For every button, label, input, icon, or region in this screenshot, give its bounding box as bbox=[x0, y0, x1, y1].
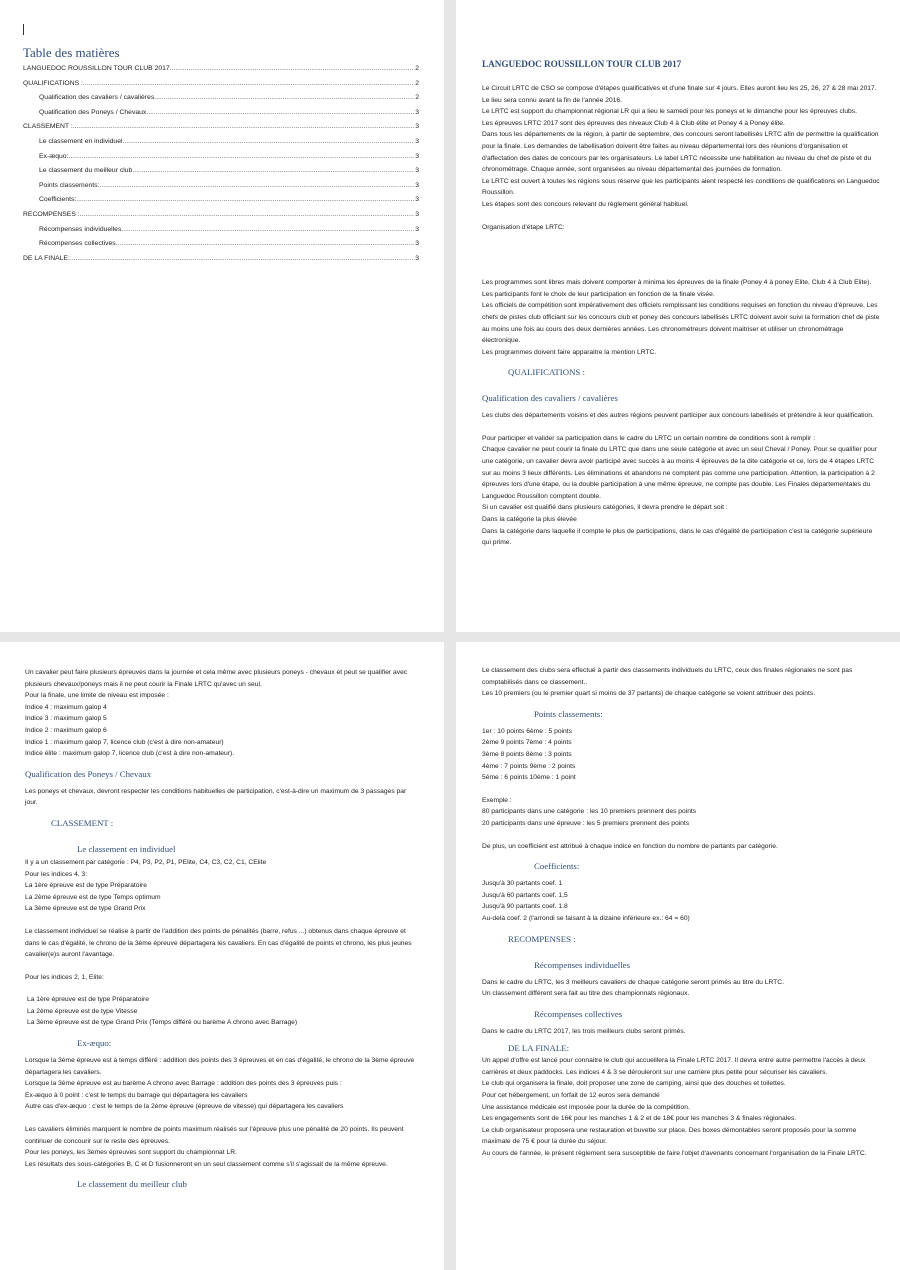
page-1 bbox=[0, 0, 444, 632]
paragraph: Les épreuves LRTC 2017 sont des épreuves des niveaux Club 4 à Club élite et Poney 4 à Poney élite. bbox=[482, 119, 785, 127]
list-item: La 2ème épreuve est de type Temps optimum bbox=[25, 893, 161, 901]
list-item: La 1ère épreuve est de type Préparatoire bbox=[27, 996, 149, 1004]
paragraph: Dans la catégorie la plus élevée bbox=[482, 516, 577, 524]
subsection-heading: Coefficients: bbox=[534, 861, 580, 872]
subsection-heading: Points classements: bbox=[534, 708, 603, 719]
paragraph: Pour cet hébergement, un forfait de 12 euros sera demandé bbox=[482, 1092, 660, 1100]
paragraph: Les clubs des départements voisins et des autres régions peuvent participer aux concours labellisés et prétendre à leur qualification. bbox=[482, 412, 874, 420]
paragraph: Autre cas d'ex-æquo : c'est le temps de la 2ème épreuve (épreuve de vitesse) qui départagera les cavaliers bbox=[25, 1103, 344, 1111]
list-item: 4ème : 7 points 9ème : 2 points bbox=[482, 762, 576, 770]
paragraph: Les poneys et chevaux, devront respecter les conditions habituelles de participation, c'est-à-dire un maximum de 3 passages par jour. bbox=[25, 787, 407, 807]
toc-entry[interactable]: Coefficients: ..... 3 bbox=[23, 193, 419, 208]
toc-entry[interactable]: CLASSEMENT : ..... 3 bbox=[23, 120, 419, 135]
page-4 bbox=[456, 642, 900, 1270]
subsection-heading: Qualification des cavaliers / cavalières bbox=[482, 393, 618, 404]
paragraph: Pour les poneys, les 3èmes épreuves sont support du championnat LR. bbox=[25, 1149, 237, 1157]
paragraph: Un classement différent sera fait au titre des championnats régionaux. bbox=[482, 990, 690, 998]
text-cursor bbox=[23, 24, 24, 35]
toc-entry[interactable]: DE LA FINALE: ..... 3 bbox=[23, 252, 419, 267]
paragraph: Les 10 premiers (ou le premier quart si moins de 37 partants) de chaque catégorie se voient attribuer des points. bbox=[482, 690, 816, 698]
paragraph: Le LRTC est support du championnat régional LR qui a lieu le samedi pour les poneys et le dimanche pour les épreuves clubs. bbox=[482, 108, 857, 116]
list-item: Indice 2 : maximum galop 6 bbox=[25, 726, 107, 734]
paragraph: Le classement des clubs sera effectué à partir des classements individuels du LRTC, ceux des finales régionales ne sont pas comptabilisés dans ce classement.. bbox=[482, 667, 853, 686]
paragraph: Dans la catégorie dans laquelle il compte le plus de participations, dans le cas d'égalité de participation c'est la catégorie supérieure qui prime. bbox=[482, 527, 873, 547]
list-item: Jusqu'à 90 partants coef. 1.8 bbox=[482, 903, 568, 911]
paragraph: Une assistance médicale est imposée pour la durée de la compétition. bbox=[482, 1103, 690, 1111]
section-heading: DE LA FINALE: bbox=[508, 1043, 570, 1054]
paragraph: Les étapes sont des concours relevant du règlement général habituel. bbox=[482, 200, 689, 208]
toc-entry[interactable]: Ex-æquo: ..... 3 bbox=[23, 150, 419, 165]
paragraph: Les officiels de compétition sont impérativement des officiels remplissant les conditions requises en fonction du niveau d'épreuve. Les chefs de pistes club officiant sur les concours club et poney des concours labellisés LRTC doivent avoir suivi la formation chef de piste au moins une fois au cours des deux dernières années. Les chronométreurs doivent maitriser et utiliser un chronométrage électronique. bbox=[482, 302, 880, 345]
paragraph: Les programmes sont libres mais doivent comporter à minima les épreuves de la finale (Poney 4 à poney Elite, Club 4 à Club Elite). Les participants font le choix de leur participation en fonction de la finale visée. bbox=[482, 279, 872, 298]
list-item: Indice 4 : maximum galop 4 bbox=[25, 703, 107, 711]
page-3 bbox=[0, 642, 444, 1270]
page-2 bbox=[456, 0, 900, 632]
list-item: Jusqu'à 60 partants coef. 1,5 bbox=[482, 891, 568, 899]
paragraph: Le LRTC est ouvert à toutes les régions sous réserve que les participants aient respecté les conditions de qualifications en Languedoc Roussillon. bbox=[482, 177, 880, 197]
toc-entry[interactable]: Le classement en individuel ..... 3 bbox=[23, 135, 419, 150]
paragraph: Si un cavalier est qualifié dans plusieurs catégories, il devra prendre le départ soit : bbox=[482, 504, 728, 512]
paragraph: Le Circuit LRTC de CSO se compose d'étapes qualificatives et d'une finale sur 4 jours. Elles auront lieu les 25, 26, 27 & 28 mai 2017. Le lieu sera connu avant la fin de l'année 2016. bbox=[482, 85, 877, 104]
list-item: Indice 3 : maximum galop 5 bbox=[25, 715, 107, 723]
paragraph: Le classement individuel se réalise à partir de l'addition des points de pénalités (barre, refus ...) obtenus dans chaque épreuve et dans le cas d'égalité, le chrono de la 3ème épreuve départagera les cavaliers. En cas d'égalité de points et chrono, les plus jeunes cavalier(e)s auront l'avantage. bbox=[25, 927, 412, 959]
paragraph: 80 participants dans une catégorie : les 10 premiers prennent des points bbox=[482, 808, 697, 816]
list-item: La 2ème épreuve est de type Vitesse bbox=[27, 1007, 138, 1015]
paragraph: Dans tous les départements de la région, à partir de septembre, des concours seront labellisés LRTC afin de permettre la qualification pour la finale. Les demandes de labellisation doivent être faites au niveau départemental lors des réunions d'organisation et d'affectation des dates de concours par les organisateurs. Le label LRTC nécessite une habilitation au niveau du chef de piste et du chronométrage. Chaque année, sont organisées au niveau départemental des journées de formation. bbox=[482, 131, 879, 174]
paragraph: Les résultats des sous-catégories B, C et D fusionneront en un seul classement comme s'il s'agissait de la même épreuve. bbox=[25, 1160, 388, 1168]
toc-title: Table des matières bbox=[23, 45, 120, 60]
list-item: La 1ère épreuve est de type Préparatoire bbox=[25, 882, 147, 890]
toc-entry[interactable]: Le classement du meilleur club ..... 3 bbox=[23, 164, 419, 179]
paragraph: Lorsque la 3ème épreuve est au barème A chrono avec Barrage : addition des points des 3 épreuves puis : bbox=[25, 1080, 342, 1088]
paragraph: Lorsque la 3ème épreuve est à temps différé : addition des points des 3 épreuves et en cas d'égalité, le chrono de la 3ème épreuve départagera les cavaliers. bbox=[25, 1057, 415, 1076]
toc-entry[interactable]: Qualification des Poneys / Chevaux ..... 3 bbox=[23, 106, 419, 121]
toc-entry[interactable]: LANGUEDOC ROUSSILLON TOUR CLUB 2017 ..... 2 bbox=[23, 62, 419, 77]
toc-list bbox=[23, 62, 419, 266]
toc-entry[interactable]: Récompenses individuelles ..... 3 bbox=[23, 223, 419, 238]
paragraph: Organisation d'étape LRTC: bbox=[482, 223, 565, 231]
list-item: Jusqu'à 30 partants coef. 1 bbox=[482, 880, 563, 888]
section-heading: QUALIFICATIONS : bbox=[508, 367, 585, 378]
paragraph: Dans le cadre du LRTC, les 3 meilleurs cavaliers de chaque catégorie seront primés au titre du LRTC. bbox=[482, 978, 784, 986]
toc-entry[interactable]: Récompenses collectives ..... 3 bbox=[23, 237, 419, 252]
subsection-heading: Qualification des Poneys / Chevaux bbox=[25, 768, 152, 779]
paragraph: Pour la finale, une limite de niveau est imposée : bbox=[25, 692, 169, 700]
subsection-heading: Le classement du meilleur club bbox=[77, 1179, 187, 1190]
paragraph: Le club organisateur proposera une restauration et buvette sur place. Des boxes démontables seront proposés pour la somme maximale de 75 € pour la durée du séjour. bbox=[482, 1126, 857, 1146]
toc-entry[interactable]: Qualification des cavaliers / cavalières ..... 2 bbox=[23, 91, 419, 106]
paragraph: 20 participants dans une épreuve : les 5 premiers prennent des points bbox=[482, 819, 690, 827]
paragraph: De plus, un coefficient est attribué à chaque indice en fonction du nombre de partants par catégorie. bbox=[482, 842, 778, 850]
paragraph: Un appel d'offre est lancé pour connaitre le club qui accueillera la Finale LRTC 2017. Il devra entre autre permettre l'accès à deux carrières et deux paddocks. Les indices 4 & 3 se dérouleront sur une carrière plus petite pour sécuriser les cavaliers. bbox=[482, 1057, 866, 1076]
paragraph: Dans le cadre du LRTC 2017, les trois meilleurs clubs seront primés. bbox=[482, 1027, 686, 1035]
paragraph: Un cavalier peut faire plusieurs épreuves dans la journée et cela même avec plusieurs poneys - chevaux et peut se qualifier avec plusieurs chevaux/poneys mais il ne peut courir la Finale LRTC qu'avec un seul. bbox=[25, 669, 408, 688]
list-item: 3ème 8 points 8ème : 3 points bbox=[482, 750, 572, 758]
list-item: Au-delà coef. 2 (l'arrondi se faisant à la dizaine inférieure ex.: 64 = 60) bbox=[482, 914, 690, 922]
list-item: Indice 1 : maximum galop 7, licence club (c'est à dire non-amateur) bbox=[25, 738, 224, 746]
list-item: 5ème : 6 points 10ème : 1 point bbox=[482, 774, 576, 782]
paragraph: Il y a un classement par catégorie : P4, P3, P2, P1, PElite, C4, C3, C2, C1, CElite bbox=[25, 858, 267, 866]
subsection-heading: Récompenses individuelles bbox=[534, 959, 631, 970]
list-item: La 3ème épreuve est de type Grand Prix bbox=[25, 905, 146, 913]
section-heading: CLASSEMENT : bbox=[51, 817, 114, 828]
page-2-body bbox=[482, 54, 880, 549]
list-item: Indice élite : maximum galop 7, licence club (c'est à dire non-amateur). bbox=[25, 750, 235, 758]
toc-entry[interactable]: RECOMPENSES : ..... 3 bbox=[23, 208, 419, 223]
paragraph: Les programmes doivent faire apparaitre la mention LRTC. bbox=[482, 348, 657, 356]
paragraph: Pour participer et valider sa participation dans le cadre du LRTC un certain nombre de conditions sont à remplir : bbox=[482, 434, 815, 442]
paragraph: Les engagements sont de 16€ pour les manches 1 & 2 et de 18€ pour les manches 3 & finales régionales. bbox=[482, 1115, 797, 1123]
toc-entry[interactable]: QUALIFICATIONS : ..... 2 bbox=[23, 77, 419, 92]
paragraph: Au cours de l'année, le présent règlement sera susceptible de faire l'objet d'avenants concernant l'organisation de la Finale LRTC. bbox=[482, 1150, 867, 1158]
paragraph: Exemple : bbox=[482, 796, 512, 804]
paragraph: Le club qui organisera la finale, doit proposer une zone de camping, ainsi que des douches et toilettes. bbox=[482, 1080, 786, 1088]
paragraph: Chaque cavalier ne peut courir la finale du LRTC que dans une seule catégorie et avec un seul Cheval / Poney. Pour se qualifier pour une catégorie, un cavalier devra avoir participé avec succès à au moins 4 épreuves de la dite catégorie et ce, lors de 4 étapes LRTC sur au moins 3 lieux différents. Les éliminations et abandons ne comptent pas comme une participation. Attention, la participation à 2 épreuves lors d'une étape, ou la double participation à une même épreuve, ne compte pas double. Les Finales départementales du Languedoc Roussillon comptent double. bbox=[482, 446, 877, 500]
toc-entry[interactable]: Points classements: ..... 3 bbox=[23, 179, 419, 194]
page-3-body bbox=[25, 667, 417, 1196]
subsection-heading: Le classement en individuel bbox=[77, 843, 176, 854]
list-item: 1er : 10 points 6ème : 5 points bbox=[482, 727, 572, 735]
subsection-heading: Récompenses collectives bbox=[534, 1008, 623, 1019]
section-heading: RECOMPENSES : bbox=[508, 933, 576, 944]
page-4-body bbox=[482, 665, 880, 1160]
paragraph: Les cavaliers éliminés marquent le nombre de points maximum réalisés sur l'épreuve plus une pénalité de 20 points. Ils peuvent continuer de concourir sur le reste des épreuves. bbox=[25, 1126, 404, 1145]
list-item: 2ème 9 points 7ème : 4 points bbox=[482, 739, 572, 747]
paragraph: Pour les indices 2, 1, Elite: bbox=[25, 973, 104, 981]
paragraph: Ex-æquo à 0 point : c'est le temps du barrage qui départagera les cavaliers bbox=[25, 1091, 248, 1099]
list-item: La 3ème épreuve est de type Grand Prix (Temps différé ou barème A chrono avec Barrage) bbox=[27, 1019, 298, 1027]
subsection-heading: Ex-æquo: bbox=[77, 1038, 112, 1049]
paragraph: Pour les indices 4, 3: bbox=[25, 870, 88, 878]
doc-title: LANGUEDOC ROUSSILLON TOUR CLUB 2017 bbox=[482, 59, 682, 69]
